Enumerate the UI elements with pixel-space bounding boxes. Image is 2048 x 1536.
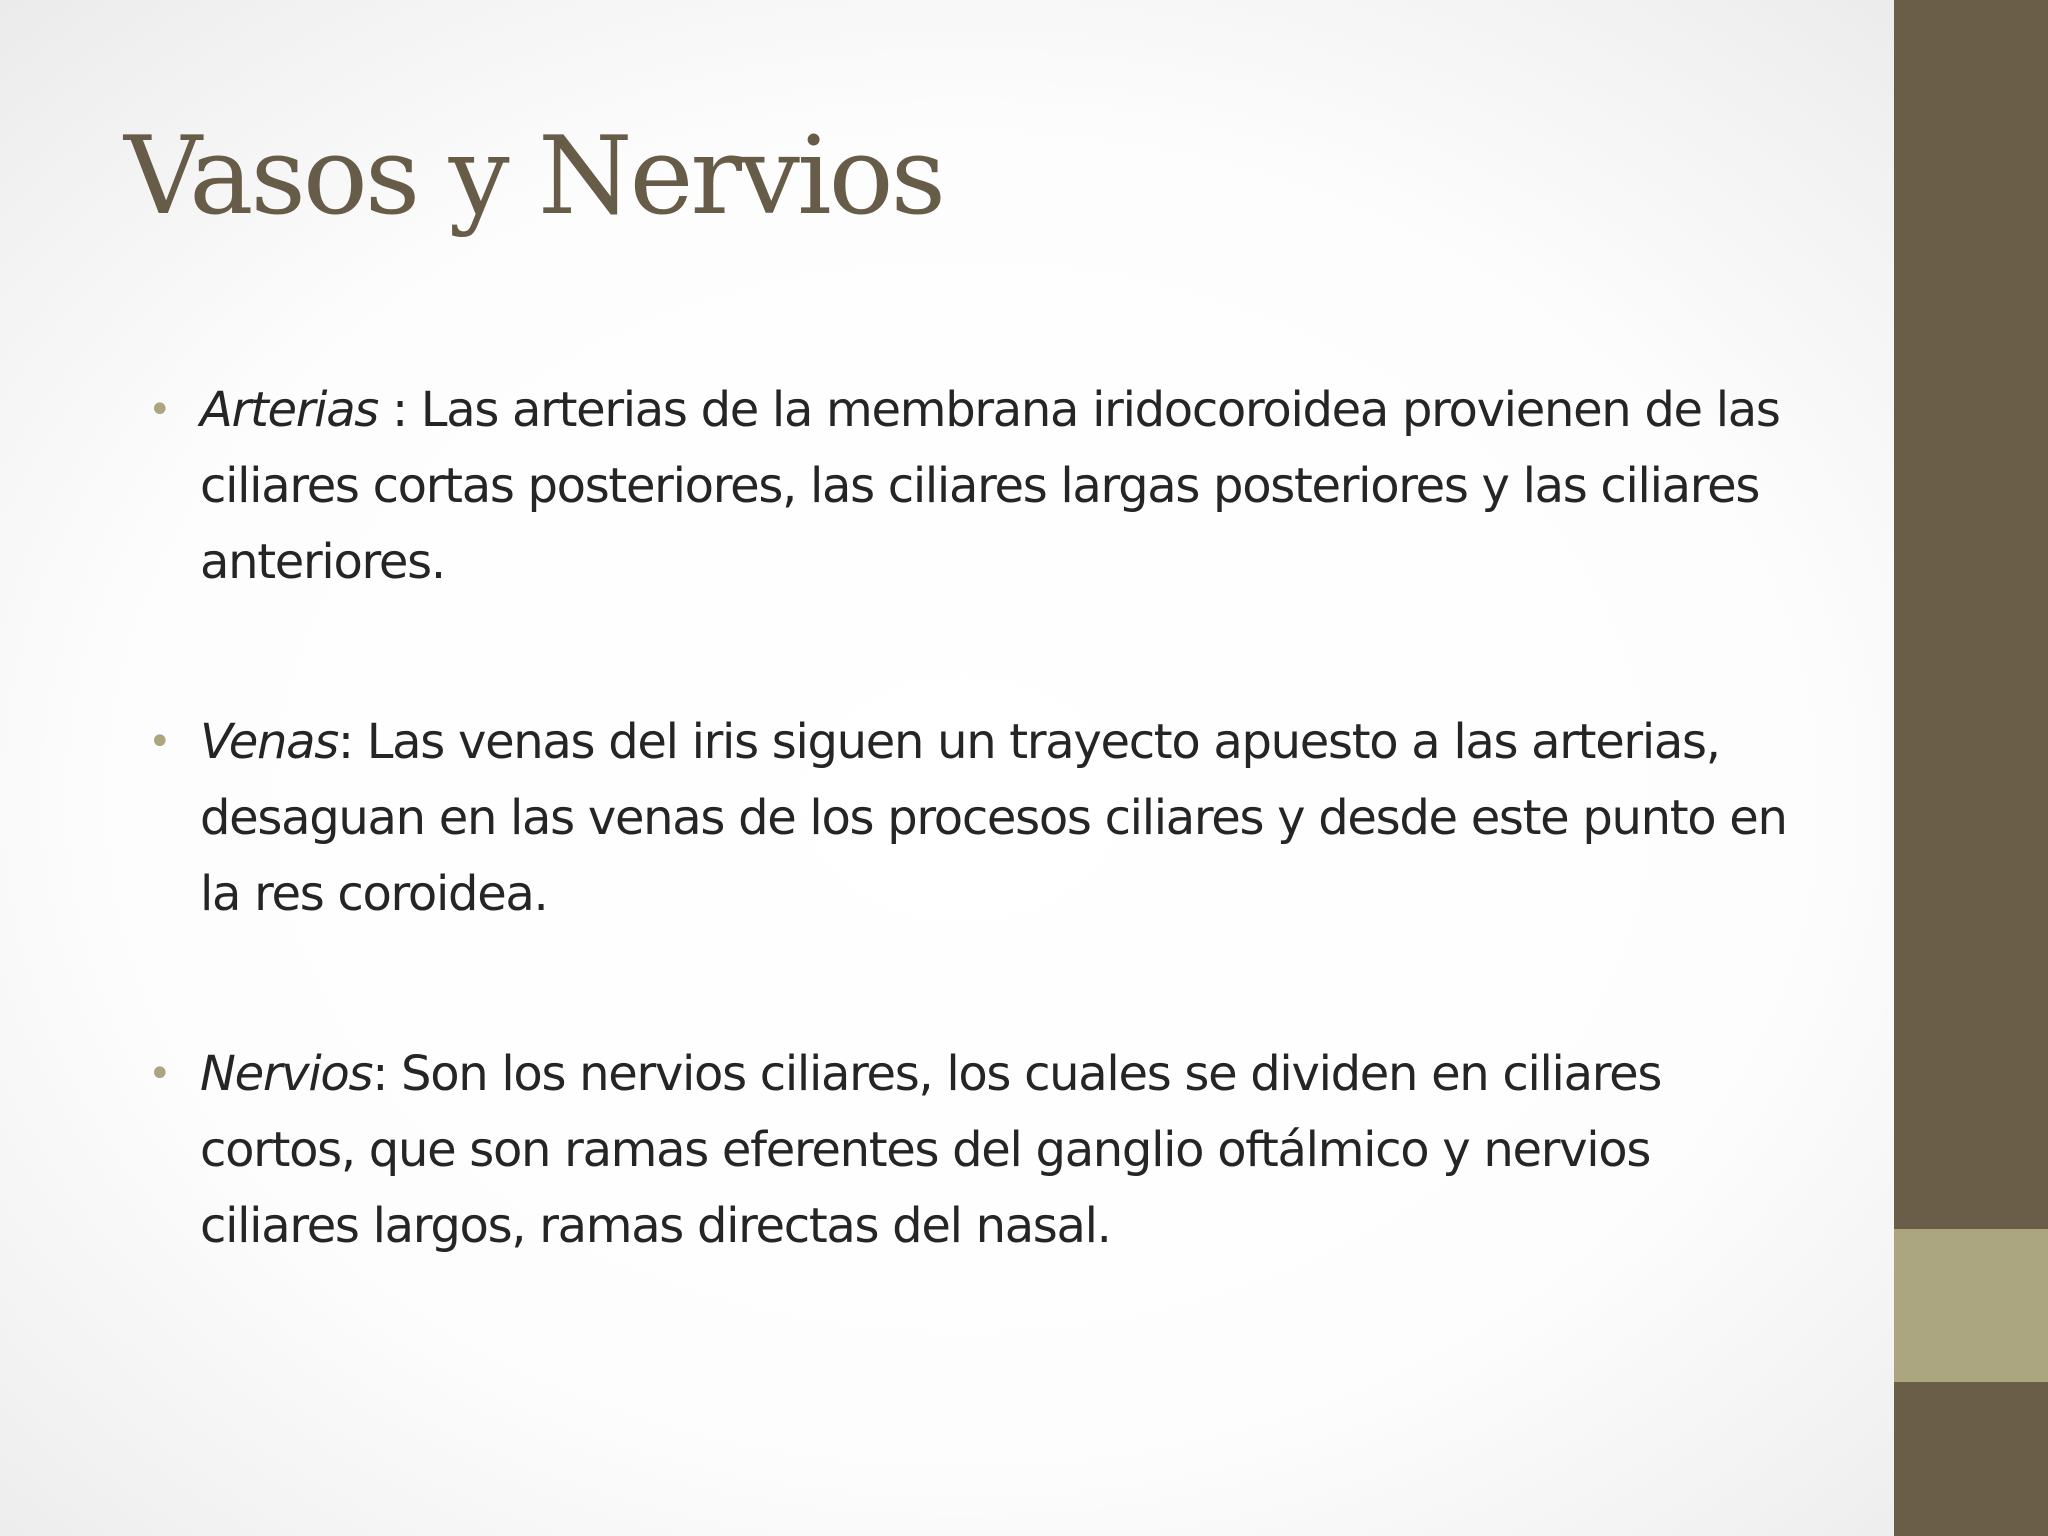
slide-title: Vasos y Nervios <box>124 114 944 239</box>
bullet-text: : Son los nervios ciliares, los cuales se dividen en ciliares cortos, que son ramas eferentes del ganglio oftálmico y nervios ciliares largos, ramas directas del nasal. <box>200 1046 1662 1254</box>
bullet-item-venas <box>148 704 1800 932</box>
bullet-term: Arterias <box>200 382 379 438</box>
bullet-item-arterias <box>148 372 1800 600</box>
bullet-text: : Las venas del iris siguen un trayecto apuesto a las arterias, desaguan en las venas de los procesos ciliares y desde este punto en la res coroidea. <box>200 714 1787 922</box>
bullet-text: : Las arterias de la membrana iridocoroidea provienen de las ciliares cortas posteriores, las ciliares largas posteriores y las ciliares anteriores. <box>200 382 1780 590</box>
bullet-dot-icon: • <box>148 1051 171 1097</box>
bullet-term: Venas <box>200 714 338 770</box>
side-bar-accent <box>1894 1229 2048 1382</box>
bullet-list <box>148 372 1800 1368</box>
bullet-term: Nervios <box>200 1046 373 1102</box>
bullet-dot-icon: • <box>148 387 171 433</box>
bullet-item-nervios <box>148 1036 1800 1264</box>
bullet-dot-icon: • <box>148 719 171 765</box>
